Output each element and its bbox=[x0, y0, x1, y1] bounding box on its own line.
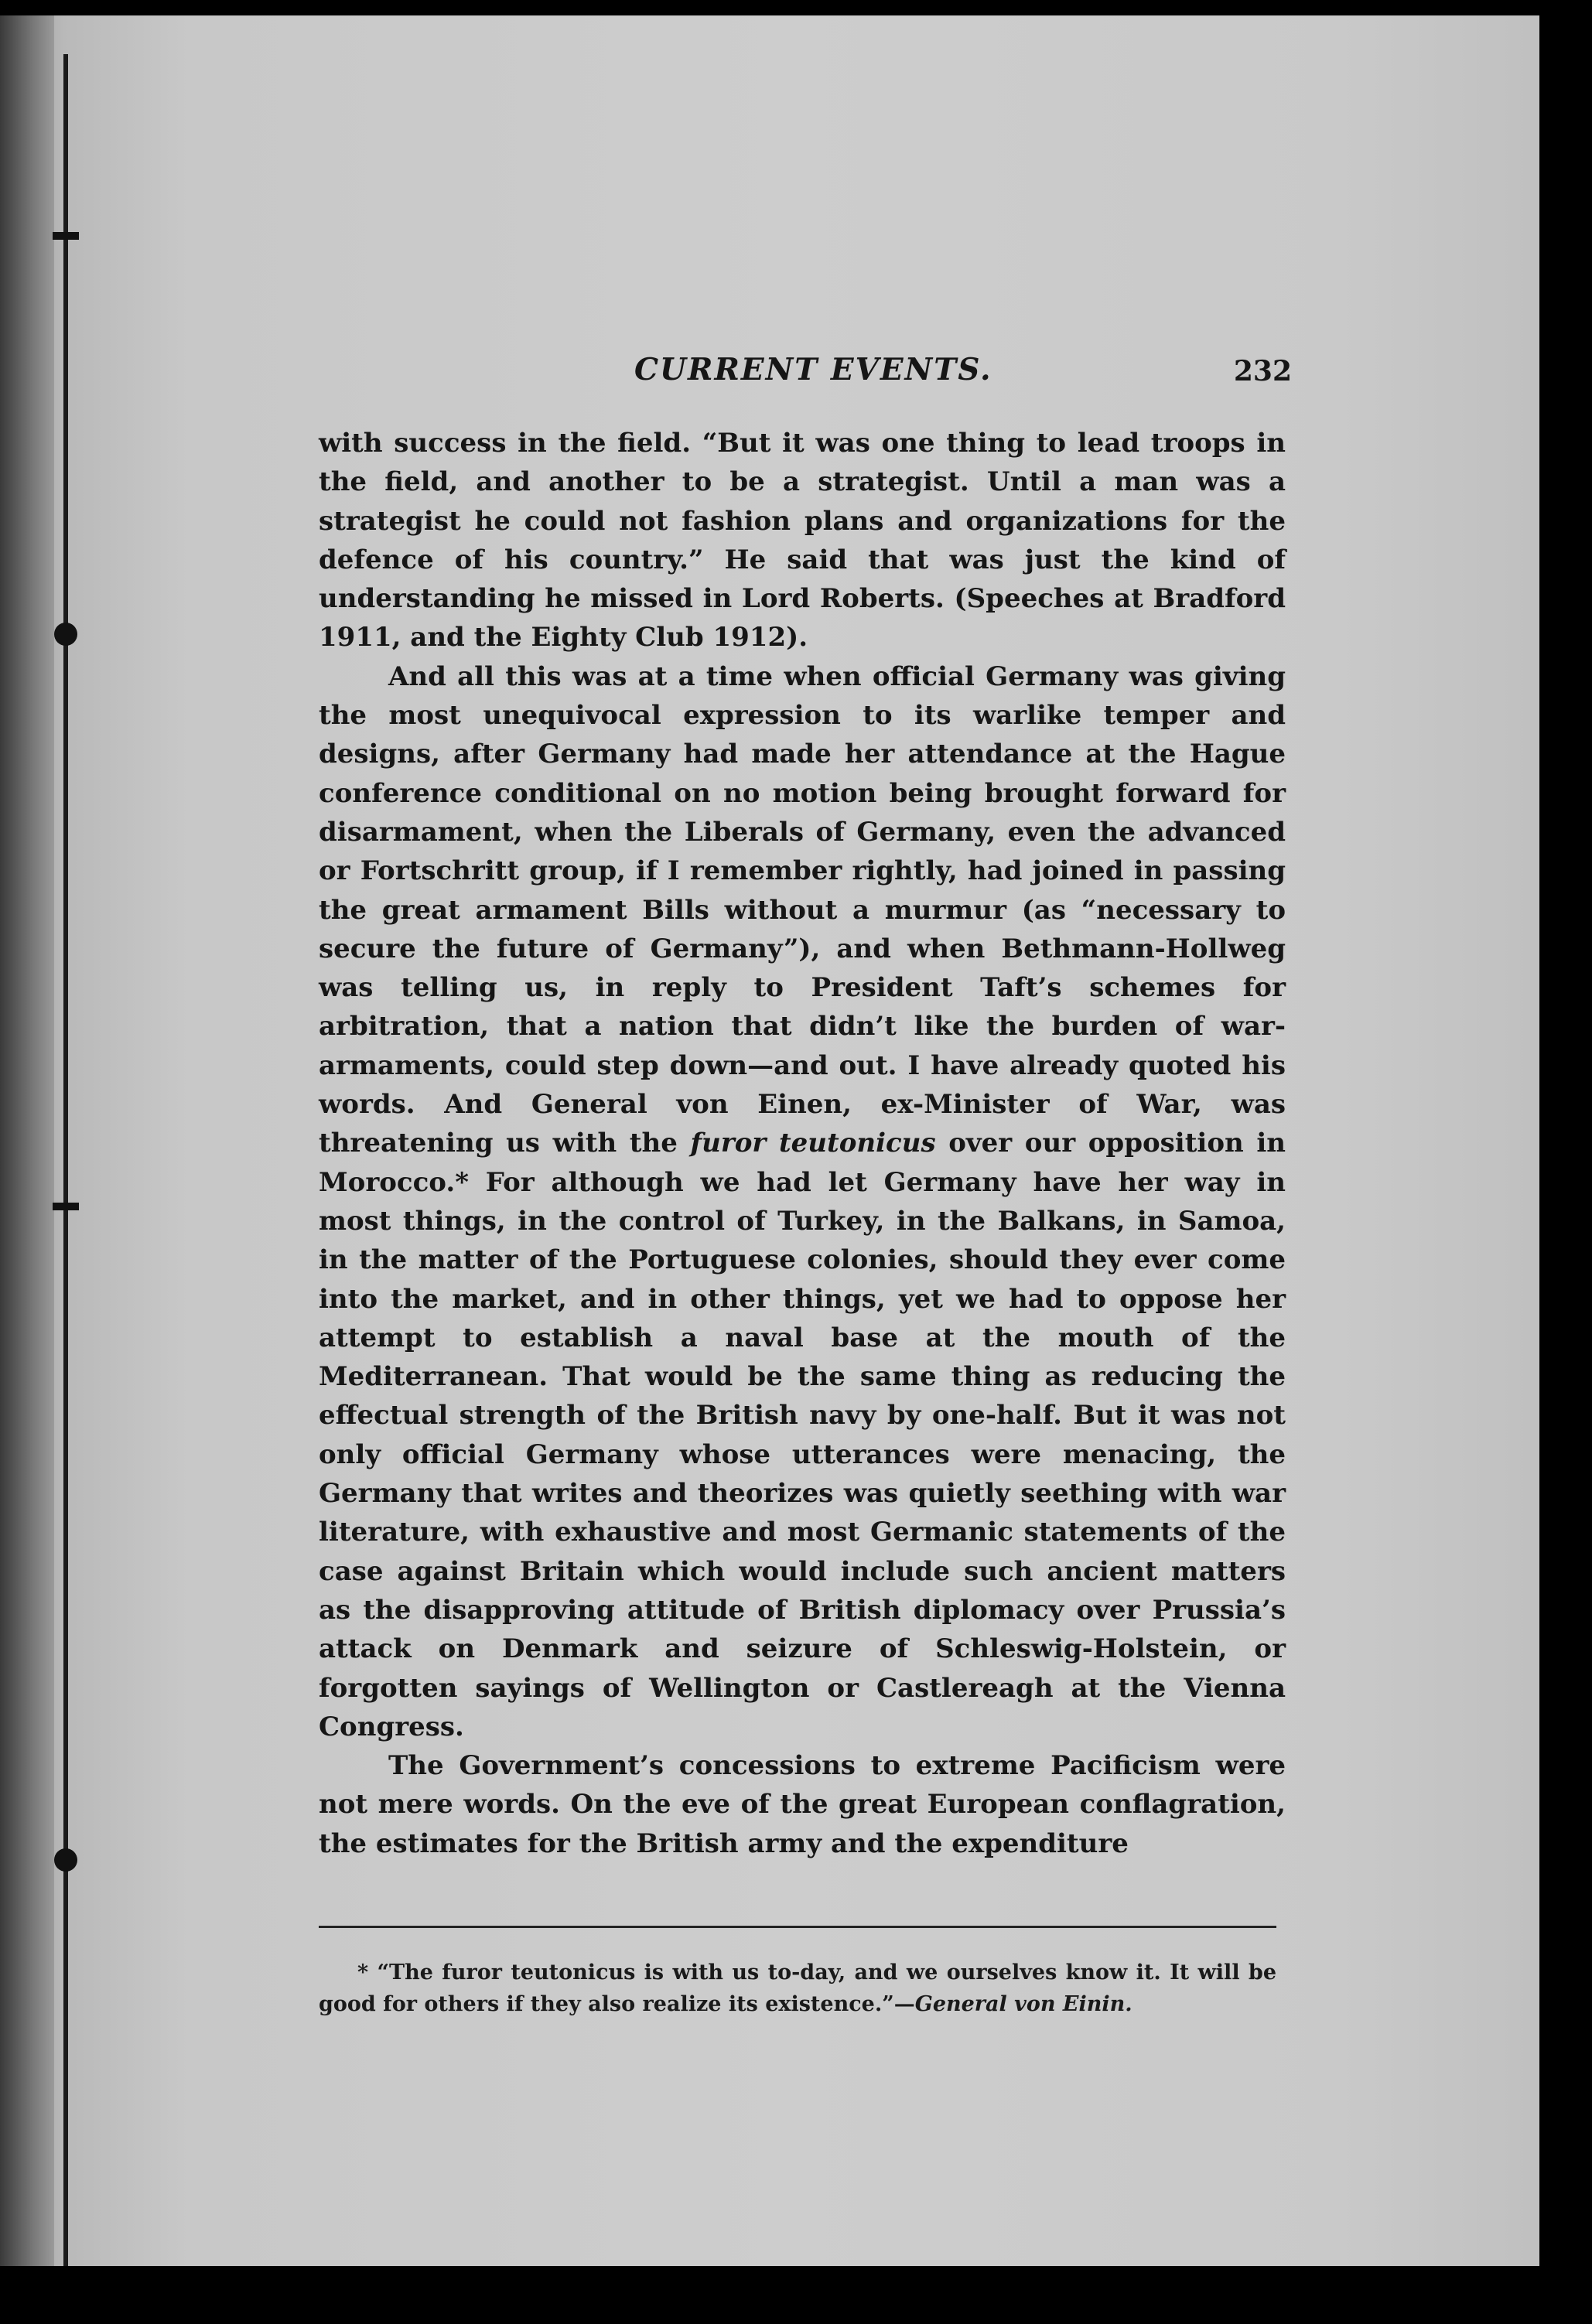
footnote bbox=[319, 1957, 1276, 2020]
paragraph-1: with success in the field. “But it was one thing to lead troops in the field, and another to be a strategist. Until a man was a strategist he could not fashion plans and organizations for the defence of his country.” He said that was just the kind of understanding he missed in Lord Roberts. (Speeches at Bradford 1911, and the Eighty Club 1912). bbox=[319, 428, 1286, 654]
binding-mark bbox=[53, 232, 79, 240]
running-head: CURRENT EVENTS. bbox=[634, 352, 992, 387]
paragraph-2-head: And all this was at a time when official Germany was giving the most unequivocal expression to its warlike temper and designs, after Germany had made her attendance at the Hague conference conditional on no motion being brought forward for disarmament, when the Liberals of Germany, even the advanced or Fortschritt group, if I remember rightly, had joined in passing the great armament Bills without a murmur (as “necessary to secure the future of Germany”), and when Bethmann-Hollweg was telling us, in reply to President Taft’s schemes for arbitration, that a nation that didn’t like the burden of war-armaments, could step down—and out. I have already quoted his words. And General von Einen, ex-Minister of War, was threatening us with the bbox=[319, 660, 1286, 1159]
binding-mark bbox=[53, 1203, 79, 1210]
body-text bbox=[319, 424, 1286, 1863]
footnote-text: * “The furor teutonicus is with us to-day, and we ourselves know it. It will be good for others if they also realize its existence.”— bbox=[319, 1961, 1276, 2016]
page-header bbox=[325, 352, 1292, 398]
paragraph-3: The Government’s concessions to extreme Pacificism were not mere words. On the eve of the great European conflagration, the estimates for the British army and the expenditure bbox=[319, 1750, 1286, 1859]
scan-border-bottom bbox=[0, 2266, 1592, 2324]
footnote-author: General von Einin. bbox=[914, 1992, 1133, 2016]
binding-hole bbox=[54, 1848, 77, 1872]
paragraph-2-tail: over our opposition in Morocco.* For although we had let Germany have her way in most things, in the control of Turkey, in the Balkans, in Samoa, in the matter of the Portuguese colonies, should they ever come into the market, and in other things, yet we had to oppose her attempt to establish a naval base at the mouth of the Mediterranean. That would be the same thing as reducing the effectual strength of the British navy by one-half. But it was not only official Germany whose utterances were menacing, the Germany that writes and theorizes was quietly seething with war literature, with exhaustive and most Germanic statements of the case against Britain which would include such ancient matters as the disapproving attitude of British diplomacy over Prussia’s attack on Denmark and seizure of Schleswig-Holstein, or forgotten sayings of Wellington or Castlereagh at the Vienna Congress. bbox=[319, 1128, 1286, 1742]
binding-hole bbox=[54, 623, 77, 646]
page-number: 232 bbox=[1233, 355, 1292, 387]
page-left-edge bbox=[0, 0, 54, 2266]
binding-line bbox=[63, 54, 68, 2266]
scan-border-right bbox=[1539, 0, 1592, 2324]
footnote-rule bbox=[319, 1926, 1276, 1928]
scan-border-top bbox=[0, 0, 1592, 15]
paragraph-2 bbox=[319, 657, 1286, 1746]
italic-phrase: furor teutonicus bbox=[690, 1128, 936, 1159]
